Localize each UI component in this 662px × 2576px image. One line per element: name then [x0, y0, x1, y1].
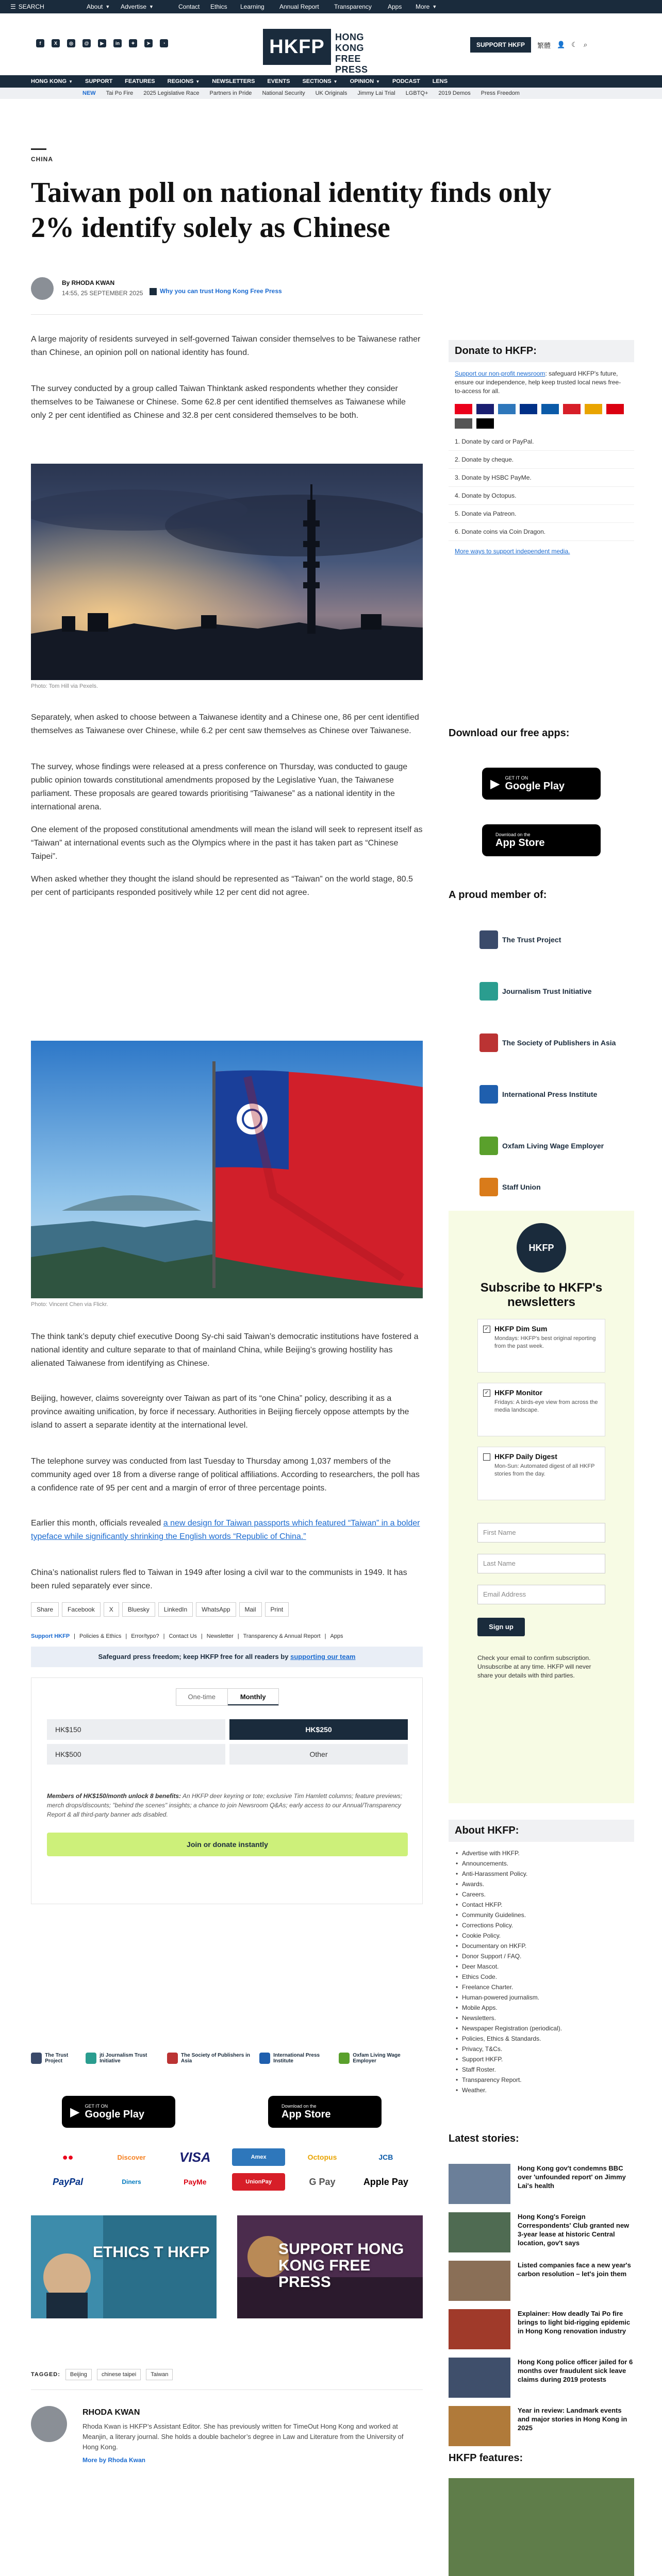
- tag-link[interactable]: Beijing: [65, 2369, 92, 2380]
- share-x-button[interactable]: X: [104, 1602, 119, 1617]
- search-label: SEARCH: [18, 3, 44, 10]
- author-bio: Rhoda Kwan is HKFP’s Assistant Editor. She has previously written for TimeOut Hong Kong and worked at Meanjin, a literary journal. She holds a double bachelor’s degree in Law and Literature from the University of Hong Kong.: [82, 2422, 404, 2451]
- about-link[interactable]: • Cookie Policy.: [455, 1930, 628, 1941]
- donate-option[interactable]: 2. Donate by cheque.: [449, 451, 634, 469]
- article-paragraph: The survey conducted by a group called Taiwan Thinktank asked respondents whether they consider themselves to be Taiwanese or Chinese. Some 62.8 per cent identified themselves as Taiwanese while only 2 per cent identified as Chinese and 32.8 per cent considered themselves to be both.: [31, 384, 406, 420]
- newsletter-option-daily-digest[interactable]: HKFP Daily Digest Mon-Sun: Automated digest of all HKFP stories from the day.: [477, 1447, 605, 1500]
- about-link[interactable]: • Documentary on HKFP.: [455, 1941, 628, 1951]
- trending-nav: [0, 88, 662, 99]
- promo-caption: ETHICS T HKFP: [93, 2244, 210, 2261]
- octopus-icon: Octopus: [307, 2153, 337, 2161]
- story-thumbnail: [449, 2406, 510, 2446]
- sidebar-payment-icons: [449, 400, 634, 433]
- membership-badges: [31, 2050, 423, 2066]
- latest-heading: Latest stories:: [449, 2133, 519, 2144]
- about-link[interactable]: • Freelance Charter.: [455, 1982, 628, 1992]
- checkbox-checked-icon[interactable]: ✓: [483, 1389, 490, 1397]
- latest-story[interactable]: [449, 2406, 634, 2452]
- amount-other[interactable]: Other: [229, 1744, 408, 1765]
- shield-icon: [150, 288, 157, 295]
- article-paragraph: Beijing, however, claims sovereignty over Taiwan as part of its “one China” policy, describing it as a province awaiting unification, by force if necessary. Authorities in Beijing fiercely oppose attempts by the island to assert a separate identity at the international level.: [31, 1394, 409, 1430]
- google-play-button[interactable]: ▶ GET IT ON Google Play: [62, 2096, 175, 2128]
- donate-option[interactable]: 5. Donate via Patreon.: [449, 505, 634, 523]
- join-donate-button[interactable]: Join or donate instantly: [47, 1833, 408, 1856]
- octopus-icon: [585, 404, 602, 414]
- about-heading: About HKFP:: [449, 1820, 634, 1842]
- sidebar-app-store-button[interactable]: Download on the App Store: [482, 824, 601, 856]
- about-link[interactable]: • Newspaper Registration (periodical).: [455, 2023, 628, 2033]
- publish-date: 14:55, 25 SEPTEMBER 2025: [62, 290, 143, 297]
- trending-link[interactable]: National Security: [262, 90, 305, 96]
- about-link[interactable]: • Staff Roster.: [455, 2064, 628, 2075]
- google-play-icon: ▶: [70, 2105, 80, 2119]
- nonprofit-link[interactable]: Support our non-profit newsroom: [455, 370, 545, 377]
- latest-story[interactable]: [449, 2164, 634, 2210]
- topbar-link-advertise[interactable]: Advertise ▼: [121, 3, 154, 10]
- ethics-promo[interactable]: [31, 2215, 217, 2318]
- threads-icon[interactable]: @: [82, 39, 91, 47]
- photo-caption: Photo: Vincent Chen via Flickr.: [31, 1301, 108, 1308]
- amount-options: [47, 1719, 408, 1765]
- story-title: Hong Kong's Foreign Correspondents' Club granted new 3-year lease at historic Central location, gov't says: [518, 2213, 630, 2247]
- instagram-icon[interactable]: ◎: [67, 39, 75, 47]
- tags-label: TAGGED:: [31, 2371, 60, 2378]
- donate-heading: Donate to HKFP:: [449, 340, 634, 362]
- about-link[interactable]: • Weather.: [455, 2085, 628, 2095]
- about-link[interactable]: • Policies, Ethics & Standards.: [455, 2033, 628, 2044]
- signup-button[interactable]: Sign up: [477, 1618, 525, 1636]
- jcb-icon: JCB: [378, 2153, 393, 2161]
- unionpay-icon: [563, 404, 581, 414]
- jti-logo[interactable]: Journalism Trust Initiative: [479, 982, 592, 1001]
- donate-widget: [31, 1677, 423, 1904]
- trending-link[interactable]: UK Originals: [315, 90, 347, 96]
- section-rule: [31, 148, 46, 150]
- donate-options: [449, 433, 634, 541]
- oxfam-logo[interactable]: Oxfam Living Wage Employer: [479, 1137, 604, 1155]
- article-paragraph: The telephone survey was conducted from last Tuesday to Thursday among 1,037 members of the community aged over 18 from a diverse range of political affiliations. According to researchers, the poll has a confidence rate of 95 per cent and a margin of error of three percentage points.: [31, 1457, 420, 1493]
- amex-icon: [498, 404, 516, 414]
- story-title: Year in review: Landmark events and major stories in Hong Kong in 2025: [518, 2406, 627, 2432]
- about-link[interactable]: • Newsletters.: [455, 2013, 628, 2023]
- feature-story[interactable]: [449, 2478, 634, 2576]
- support-promo[interactable]: [237, 2215, 423, 2318]
- trust-project-icon: [31, 2053, 42, 2064]
- visa-icon: [476, 404, 494, 414]
- article-paragraph: Earlier this month, officials revealed a new design for Taiwan passports which featured “Taiwan” in a bolder typeface while significantly shrinking the English words “Republic of China.”: [31, 1519, 420, 1541]
- sopa-icon: [167, 2053, 178, 2064]
- sidebar-donate: [449, 340, 634, 562]
- menu-icon: ☰: [10, 3, 16, 10]
- paypal-icon: [520, 404, 537, 414]
- apple-pay-icon: Apple Pay: [363, 2176, 408, 2187]
- chevron-down-icon: ▼: [432, 4, 437, 9]
- google-play-icon: ▶: [490, 776, 500, 791]
- story-thumbnail: [449, 2358, 510, 2398]
- share-label: Share: [31, 1602, 59, 1617]
- linkedin-icon[interactable]: in: [113, 39, 122, 47]
- article-title: Taiwan poll on national identity finds only 2% identify solely as Chinese: [31, 177, 552, 244]
- chevron-down-icon: ▼: [333, 79, 338, 84]
- trending-link[interactable]: LGBTQ+: [405, 90, 428, 96]
- nav-events[interactable]: EVENTS: [267, 78, 290, 84]
- article-footer-links: Support HKFP | Policies & Ethics | Error/typo? | Contact Us | Newsletter | Transparency & Annual Report | Apps: [31, 1633, 343, 1639]
- unionpay-icon: UnionPay: [232, 2173, 285, 2191]
- nav-regions[interactable]: REGIONS ▼: [167, 78, 200, 84]
- amount-250[interactable]: HK$250: [229, 1719, 408, 1740]
- newsletter-footnote: Check your email to confirm subscription. Unsubscribe at any time. HKFP will never share your details with third parties.: [477, 1654, 591, 1679]
- article-paragraph: China’s nationalist rulers fled to Taiwan in 1949 after losing a civil war to the communists in 1949. It has been ruled separately ever since.: [31, 1568, 407, 1590]
- about-links: [449, 1842, 634, 2102]
- article-paragraph: When asked whether they thought the island should be represented as “Taiwan” on the world stage, 80.5 per cent of participants responded positively while 12 per cent did not agree.: [31, 875, 413, 897]
- youtube-icon[interactable]: ▶: [98, 39, 106, 47]
- divider: [31, 314, 423, 315]
- about-link[interactable]: • Announcements.: [455, 1858, 628, 1869]
- topbar-link-contact[interactable]: Contact: [178, 3, 200, 10]
- bluesky-icon[interactable]: ✦: [129, 39, 137, 47]
- author-box-name[interactable]: RHODA KWAN: [82, 2408, 140, 2417]
- oxfam-badge[interactable]: Oxfam Living Wage Employer: [339, 2050, 423, 2066]
- passport-link[interactable]: a new design for Taiwan passports which featured “Taiwan” in a bolder typeface while significantly shrinking the English words “Republic of China.”: [31, 1519, 420, 1541]
- frequency-toggle: [176, 1688, 279, 1706]
- taipei-skyline-photo: [31, 464, 423, 680]
- about-link[interactable]: • Ethics Code.: [455, 1972, 628, 1982]
- trending-link[interactable]: Partners in Pride: [209, 90, 252, 96]
- about-link[interactable]: • Community Guidelines.: [455, 1910, 628, 1920]
- tag-link[interactable]: Taiwan: [146, 2369, 173, 2380]
- ipi-icon: [479, 1085, 498, 1104]
- nav-lens[interactable]: LENS: [432, 78, 448, 84]
- ipi-icon: [259, 2053, 270, 2064]
- member-heading: A proud member of:: [449, 889, 547, 901]
- about-link[interactable]: • Deer Mascot.: [455, 1961, 628, 1972]
- gpay-icon: G Pay: [309, 2176, 336, 2187]
- safeguard-banner: Safeguard press freedom; keep HKFP free for all readers by supporting our team: [31, 1647, 423, 1667]
- nav-newsletters[interactable]: NEWSLETTERS: [212, 78, 255, 84]
- amount-500[interactable]: HK$500: [47, 1744, 225, 1765]
- chevron-down-icon: ▼: [69, 79, 73, 84]
- rss-icon[interactable]: ◔: [160, 39, 168, 47]
- mastercard-icon: [455, 404, 472, 414]
- chevron-down-icon: ▼: [376, 79, 380, 84]
- dark-mode-icon[interactable]: ☾: [571, 41, 577, 48]
- article-paragraph: Separately, when asked to choose between a Taiwanese identity and a Chinese one, 86 per cent identified themselves as Taiwanese over Chinese, while 6.2 per cent saw themselves as Chinese over Taiwanese.: [31, 713, 419, 735]
- oxfam-icon: [479, 1137, 498, 1155]
- transparency-link[interactable]: Transparency & Annual Report: [243, 1633, 321, 1639]
- share-print-button[interactable]: Print: [265, 1602, 289, 1617]
- newsletter-signup: [449, 1211, 634, 1803]
- about-link[interactable]: • Contact HKFP.: [455, 1900, 628, 1910]
- logo-wordmark: HONG KONG FREE PRESS: [335, 32, 368, 75]
- trending-link[interactable]: Tai Po Fire: [106, 90, 134, 96]
- search-icon[interactable]: ⌕: [583, 41, 588, 48]
- share-bluesky-button[interactable]: Bluesky: [122, 1602, 155, 1617]
- trending-link[interactable]: Jimmy Lai Trial: [357, 90, 395, 96]
- tag-link[interactable]: chinese taipei: [97, 2369, 141, 2380]
- ipi-logo[interactable]: International Press Institute: [479, 1085, 597, 1104]
- about-link[interactable]: • Privacy, T&Cs.: [455, 2044, 628, 2054]
- article-paragraph: The think tank’s deputy chief executive Doong Sy-chi said Taiwan’s democratic institutions have fostered a national identity and culture separate to that of mainland China, while Beijing’s growing hostility has alienated Taiwanese from identifying as Chinese.: [31, 1332, 419, 1368]
- newsletter-title: Subscribe to HKFP's newsletters: [480, 1281, 603, 1309]
- email-field[interactable]: Email Address: [477, 1585, 605, 1604]
- oxfam-icon: [339, 2053, 350, 2064]
- one-time-option[interactable]: One-time: [188, 1693, 216, 1701]
- nav-sections[interactable]: SECTIONS ▼: [302, 78, 338, 84]
- staff-union-icon: [479, 1178, 498, 1196]
- support-hkfp-button[interactable]: SUPPORT HKFP: [470, 37, 531, 53]
- chevron-down-icon: ▼: [149, 4, 154, 9]
- payment-methods: [41, 2148, 412, 2191]
- topbar-link-about[interactable]: About ▼: [87, 3, 110, 10]
- facebook-icon[interactable]: f: [36, 39, 44, 47]
- donate-option[interactable]: 6. Donate coins via Coin Dragon.: [449, 523, 634, 541]
- donate-intro: Support our non-profit newsroom: safeguard HKFP's future, ensure our independence, help keep trusted local news free-to-access for all.: [455, 370, 621, 395]
- sopa-icon: [479, 1033, 498, 1052]
- author-name[interactable]: By RHODA KWAN: [62, 279, 115, 286]
- story-thumbnail: [449, 2261, 510, 2301]
- support-team-link[interactable]: supporting our team: [290, 1653, 356, 1660]
- logo-mark: HKFP: [263, 29, 331, 65]
- chevron-down-icon: ▼: [105, 4, 110, 9]
- taiwan-flag-photo: [31, 1041, 423, 1298]
- more-by-author-link[interactable]: More by Rhoda Kwan: [82, 2456, 146, 2464]
- trust-project-badge[interactable]: The Trust Project: [31, 2050, 86, 2066]
- chevron-down-icon: ▼: [195, 79, 200, 84]
- share-mail-button[interactable]: Mail: [239, 1602, 262, 1617]
- discover-icon: Discover: [117, 2153, 146, 2161]
- story-thumbnail: [449, 2212, 510, 2252]
- checkbox-icon[interactable]: [483, 1453, 490, 1461]
- about-link[interactable]: • Human-powered journalism.: [455, 1992, 628, 2003]
- site-header: [0, 13, 662, 75]
- trending-link[interactable]: 2019 Demos: [438, 90, 471, 96]
- about-link[interactable]: • Support HKFP.: [455, 2054, 628, 2064]
- article-paragraph: The survey, whose findings were released at a press conference on Thursday, was conducted to gauge public opinion towards constitutional amendments proposed by the Legislative Yuan, the Taiwanese parliament. These proposals are geared towards prioritising “Taiwanese” as a national identity in the international arena.: [31, 762, 408, 811]
- topbar-link-transparency[interactable]: Transparency: [334, 3, 372, 10]
- apps-link[interactable]: Apps: [330, 1633, 343, 1639]
- paypal-icon: PayPal: [53, 2176, 84, 2187]
- nav-opinion[interactable]: OPINION ▼: [350, 78, 380, 84]
- header-actions: [470, 37, 587, 53]
- about-link[interactable]: • Donor Support / FAQ.: [455, 1951, 628, 1961]
- newsletter-logo: HKFP: [517, 1223, 566, 1273]
- about-link[interactable]: • Transparency Report.: [455, 2075, 628, 2085]
- sopa-logo[interactable]: The Society of Publishers in Asia: [479, 1033, 616, 1052]
- trust-link[interactable]: Why you can trust Hong Kong Free Press: [150, 287, 282, 295]
- photo-caption: Photo: Tom Hill via Pexels.: [31, 683, 98, 689]
- more-ways-link[interactable]: More ways to support independent media.: [455, 548, 570, 555]
- mastercard-icon: ●●: [62, 2151, 74, 2162]
- staff-union-logo[interactable]: Staff Union: [479, 1178, 541, 1196]
- story-thumbnail: [449, 2309, 510, 2349]
- user-icon[interactable]: 👤: [557, 41, 566, 48]
- main-nav: [0, 75, 662, 88]
- x-icon[interactable]: X: [52, 39, 60, 47]
- jti-badge[interactable]: jti Journalism Trust Initiative: [86, 2050, 167, 2066]
- latest-story[interactable]: [449, 2309, 634, 2355]
- donate-option[interactable]: 1. Donate by card or PayPal.: [449, 433, 634, 451]
- article-category[interactable]: CHINA: [31, 156, 53, 163]
- language-switch[interactable]: 繁體: [537, 41, 551, 49]
- sopa-badge[interactable]: The Society of Publishers in Asia: [167, 2050, 259, 2066]
- divider: [31, 2389, 423, 2390]
- share-linkedin-button[interactable]: LinkedIn: [158, 1602, 193, 1617]
- gpay-icon: [455, 418, 472, 429]
- latest-story[interactable]: [449, 2212, 634, 2259]
- article-tags: [31, 2369, 173, 2380]
- search-button[interactable]: [10, 3, 44, 10]
- story-title: Hong Kong police officer jailed for 6 months over fraudulent sick leave claims during 2019 protests: [518, 2358, 633, 2383]
- story-title: Explainer: How deadly Tai Po fire brings to light bid-rigging epidemic in Hong Kong renovation industry: [518, 2310, 631, 2335]
- contact-link[interactable]: Contact Us: [169, 1633, 197, 1639]
- payme-icon: PayMe: [184, 2178, 207, 2186]
- newsletter-option-monitor[interactable]: ✓ HKFP Monitor Fridays: A birds-eye view from across the media landscape.: [477, 1383, 605, 1436]
- apple-pay-icon: [476, 418, 494, 429]
- author-box: [31, 2406, 423, 2473]
- story-thumbnail: [449, 2164, 510, 2204]
- last-name-field[interactable]: Last Name: [477, 1554, 605, 1573]
- about-link[interactable]: • Mobile Apps.: [455, 2003, 628, 2013]
- about-link[interactable]: • Advertise with HKFP.: [455, 1848, 628, 1858]
- topbar-link-learning[interactable]: Learning: [240, 3, 264, 10]
- telegram-icon[interactable]: ➤: [144, 39, 153, 47]
- promo-caption: SUPPORT HONG KONG FREE PRESS: [278, 2241, 404, 2291]
- membership-benefits: Members of HK$150/month unlock 8 benefits: An HKFP deer keyring or tote; exclusive Tim Hamlett columns; feature previews; merch drops/discounts; "behind the scenes" insights; a chance to join Newsroom Q&As; early access to our Annual/Transparency Report & all third-party banner ads disabled.: [47, 1792, 403, 1818]
- article-paragraph: A large majority of residents surveyed in self-governed Taiwan consider themselves to be Taiwanese rather than Chinese, an opinion poll on national identity has found.: [31, 335, 421, 357]
- share-facebook-button[interactable]: Facebook: [62, 1602, 101, 1617]
- trending-link[interactable]: Press Freedom: [481, 90, 520, 96]
- about-link[interactable]: • Corrections Policy.: [455, 1920, 628, 1930]
- feature-image: [449, 2478, 634, 2576]
- story-title: Listed companies face a new year's carbon resolution – let's join them: [518, 2261, 631, 2278]
- site-logo[interactable]: [263, 29, 399, 75]
- monthly-option[interactable]: Monthly: [227, 1689, 279, 1705]
- sidebar-google-play-button[interactable]: ▶ GET IT ON Google Play: [482, 768, 601, 800]
- topbar-link-ethics[interactable]: Ethics: [210, 3, 227, 10]
- trending-link[interactable]: 2025 Legislative Race: [143, 90, 200, 96]
- share-bar: [31, 1602, 289, 1617]
- author-avatar: [31, 277, 54, 300]
- author-avatar: [31, 2406, 67, 2442]
- policies-link[interactable]: Policies & Ethics: [79, 1633, 122, 1639]
- nav-hong-kong[interactable]: HONG KONG ▼: [31, 78, 73, 84]
- story-title: Hong Kong gov't condemns BBC over 'unfounded report' on Jimmy Lai's health: [518, 2164, 626, 2190]
- about-link[interactable]: • Anti-Harassment Policy.: [455, 1869, 628, 1879]
- share-whatsapp-button[interactable]: WhatsApp: [196, 1602, 236, 1617]
- jti-icon: [479, 982, 498, 1001]
- jcb-icon: [541, 404, 559, 414]
- about-link[interactable]: • Careers.: [455, 1889, 628, 1900]
- topbar-link-apps[interactable]: Apps: [388, 3, 402, 10]
- latest-story[interactable]: [449, 2261, 634, 2307]
- topbar-link-more[interactable]: More ▼: [416, 3, 437, 10]
- support-hkfp-link[interactable]: Support HKFP: [31, 1633, 70, 1639]
- top-utility-bar: [0, 0, 662, 13]
- first-name-field[interactable]: First Name: [477, 1523, 605, 1543]
- newsletter-option-dim-sum[interactable]: ✓ HKFP Dim Sum Mondays: HKFP's best original reporting from the past week.: [477, 1319, 605, 1372]
- amount-150[interactable]: HK$150: [47, 1719, 225, 1740]
- jti-icon: [86, 2053, 96, 2064]
- apps-heading: Download our free apps:: [449, 727, 570, 739]
- article-paragraph: One element of the proposed constitutional amendments will mean the island will seek to represent itself as “Taiwan” at international events such as the Olympics where in the past it has taken part as “Chinese Taipei”.: [31, 825, 423, 861]
- checkbox-checked-icon[interactable]: ✓: [483, 1326, 490, 1333]
- diners-icon: Diners: [122, 2178, 141, 2185]
- nav-features[interactable]: FEATURES: [125, 78, 155, 84]
- amex-icon: Amex: [232, 2148, 285, 2166]
- trust-project-logo[interactable]: The Trust Project: [479, 930, 561, 949]
- payme-icon: [606, 404, 624, 414]
- nav-support[interactable]: SUPPORT: [85, 78, 113, 84]
- newsletter-link[interactable]: Newsletter: [206, 1633, 234, 1639]
- features-heading: HKFP features:: [449, 2452, 523, 2464]
- topbar-link-annual-report[interactable]: Annual Report: [279, 3, 319, 10]
- sidebar-about: [449, 1820, 634, 2102]
- visa-icon: VISA: [179, 2149, 211, 2165]
- about-link[interactable]: • Awards.: [455, 1879, 628, 1889]
- error-typo-link[interactable]: Error/typo?: [131, 1633, 159, 1639]
- nav-podcast[interactable]: PODCAST: [392, 78, 420, 84]
- new-badge: NEW: [82, 90, 96, 96]
- ipi-badge[interactable]: International Press Institute: [259, 2050, 339, 2066]
- trust-project-icon: [479, 930, 498, 949]
- app-store-button[interactable]: Download on the App Store: [268, 2096, 382, 2128]
- latest-story[interactable]: [449, 2358, 634, 2404]
- byline: [31, 274, 454, 305]
- donate-option[interactable]: 4. Donate by Octopus.: [449, 487, 634, 505]
- social-icons: [36, 39, 168, 47]
- donate-option[interactable]: 3. Donate by HSBC PayMe.: [449, 469, 634, 487]
